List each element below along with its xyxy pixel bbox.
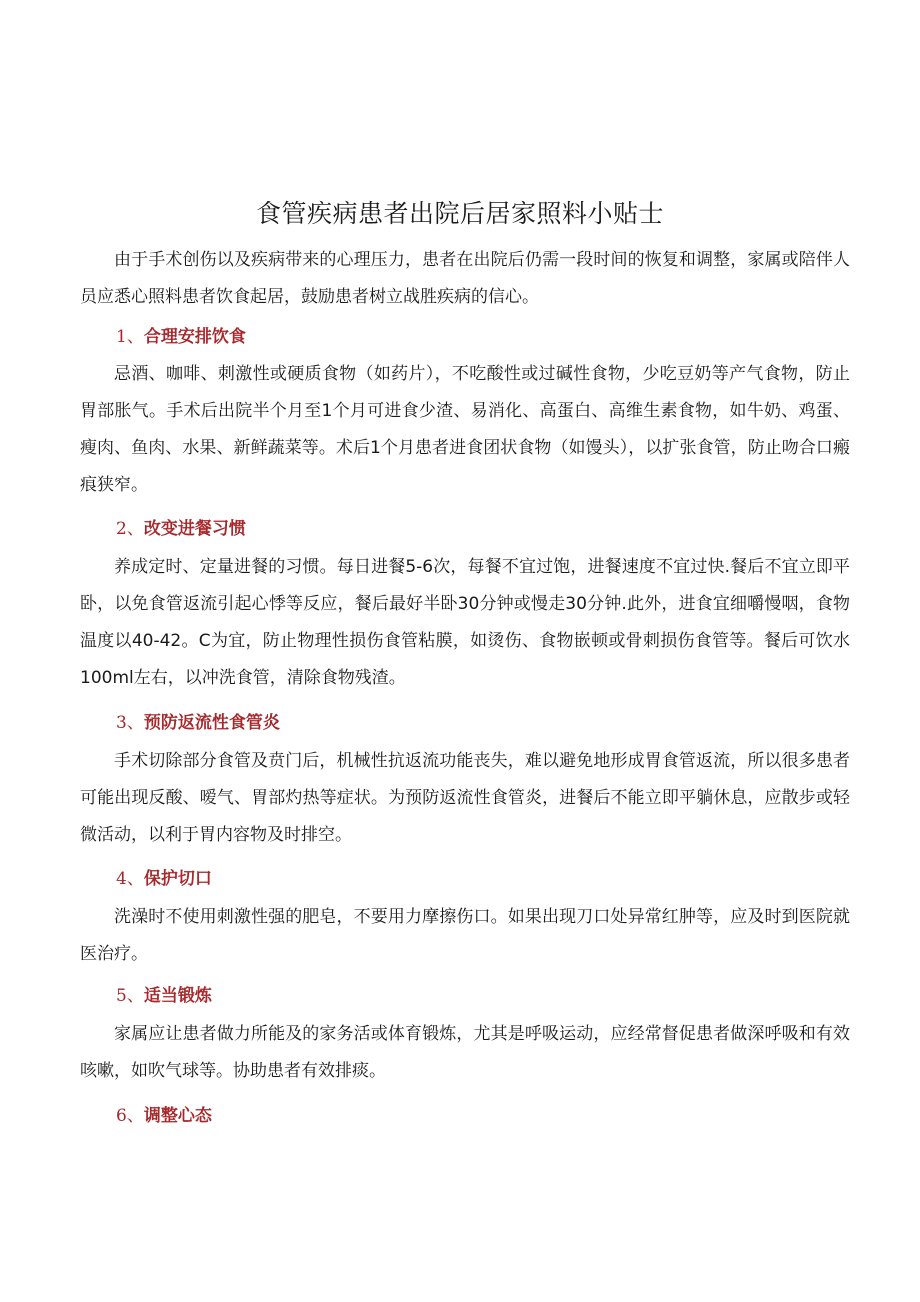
section-heading-6 <box>116 1103 212 1129</box>
section-title-3: 预防返流性食管炎 <box>143 713 280 733</box>
section-heading-5 <box>116 983 212 1009</box>
section-heading-2 <box>116 516 246 542</box>
section-heading-4 <box>116 866 212 892</box>
section-number-6: 6、 <box>116 1106 144 1126</box>
section-number-5: 5、 <box>116 986 144 1006</box>
document-title: 食管疾病患者出院后居家照料小贴士 <box>255 199 664 228</box>
section-title-2: 改变进餐习惯 <box>143 519 246 539</box>
section-title-1: 合理安排饮食 <box>143 327 246 347</box>
section-title-6: 调整心态 <box>143 1106 212 1126</box>
section-number-1: 1、 <box>116 327 144 347</box>
section-heading-3 <box>116 710 280 736</box>
section-number-3: 3、 <box>116 713 144 733</box>
section-body-3: 手术切除部分食管及贲门后，机械性抗返流功能丧失，难以避免地形成胃食管返流，所以很多患者可能出现反酸、嗳气、胃部灼热等症状。为预防返流性食管炎，进餐后不能立即平躺休息，应散步或轻微活动，以利于胃内容物及时排空。 <box>80 751 850 845</box>
section-number-2: 2、 <box>116 519 144 539</box>
section-body-4: 洗澡时不使用刺激性强的肥皂，不要用力摩擦伤口。如果出现刀口处异常红肿等，应及时到医院就医治疗。 <box>80 907 850 964</box>
section-body-5: 家属应让患者做力所能及的家务活或体育锻炼，尤其是呼吸运动，应经常督促患者做深呼吸和有效咳嗽，如吹气球等。协助患者有效排痰。 <box>80 1024 850 1081</box>
section-heading-1 <box>116 324 246 350</box>
section-number-4: 4、 <box>116 869 144 889</box>
section-body-1: 忌酒、咖啡、刺激性或硬质食物（如药片），不吃酸性或过碱性食物，少吃豆奶等产气食物，防止胃部胀气。手术后出院半个月至1个月可进食少渣、易消化、高蛋白、高维生素食物，如牛奶、鸡蛋、瘦肉、鱼肉、水果、新鲜蔬菜等。术后1个月患者进食团状食物（如馒头），以扩张食管，防止吻合口瘢痕狭窄。 <box>80 364 850 495</box>
section-body-2: 养成定时、定量进餐的习惯。每日进餐5-6次，每餐不宜过饱，进餐速度不宜过快.餐后不宜立即平卧，以免食管返流引起心悸等反应，餐后最好半卧30分钟或慢走30分钟.此外，进食宜细嚼慢咽，食物温度以40-42。C为宜，防止物理性损伤食管粘膜，如烫伤、食物嵌顿或骨刺损伤食管等。餐后可饮水100ml左右，以冲洗食管，清除食物残渣。 <box>80 557 850 688</box>
section-title-4: 保护切口 <box>143 869 212 889</box>
section-title-5: 适当锻炼 <box>143 986 212 1006</box>
intro-paragraph: 由于手术创伤以及疾病带来的心理压力，患者在出院后仍需一段时间的恢复和调整，家属或陪伴人员应悉心照料患者饮食起居，鼓励患者树立战胜疾病的信心。 <box>80 250 850 307</box>
